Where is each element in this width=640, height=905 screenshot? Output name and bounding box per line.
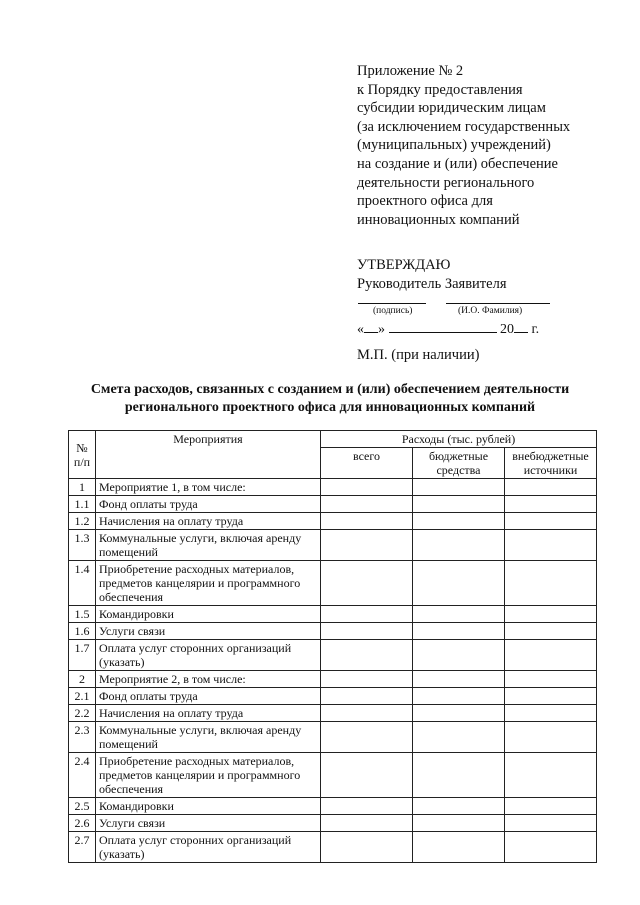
total-cell[interactable] bbox=[321, 688, 413, 705]
total-cell[interactable] bbox=[321, 606, 413, 623]
table-row bbox=[69, 705, 597, 722]
row-event-name: Командировки bbox=[96, 798, 321, 815]
header-event: Мероприятия bbox=[96, 431, 321, 479]
header-total: всего bbox=[321, 448, 413, 479]
table-row bbox=[69, 722, 597, 753]
row-number: 1.2 bbox=[69, 513, 96, 530]
total-cell[interactable] bbox=[321, 671, 413, 688]
budget-cell[interactable] bbox=[413, 606, 505, 623]
total-cell[interactable] bbox=[321, 640, 413, 671]
row-number: 2.3 bbox=[69, 722, 96, 753]
table-row bbox=[69, 623, 597, 640]
nonbudget-cell[interactable] bbox=[505, 513, 597, 530]
row-event-name: Услуги связи bbox=[96, 815, 321, 832]
approval-date bbox=[357, 320, 539, 338]
nonbudget-cell[interactable] bbox=[505, 753, 597, 798]
total-cell[interactable] bbox=[321, 513, 413, 530]
table-row bbox=[69, 561, 597, 606]
annex-line: Приложение № 2 bbox=[357, 63, 464, 79]
signature-line[interactable] bbox=[358, 303, 426, 304]
budget-cell[interactable] bbox=[413, 623, 505, 640]
nonbudget-cell[interactable] bbox=[505, 530, 597, 561]
nonbudget-cell[interactable] bbox=[505, 705, 597, 722]
row-number: 2.2 bbox=[69, 705, 96, 722]
header-num: № п/п bbox=[69, 431, 96, 479]
budget-cell[interactable] bbox=[413, 561, 505, 606]
row-number: 2.1 bbox=[69, 688, 96, 705]
nonbudget-cell[interactable] bbox=[505, 623, 597, 640]
total-cell[interactable] bbox=[321, 705, 413, 722]
name-label: (И.О. Фамилия) bbox=[458, 306, 523, 316]
table-row bbox=[69, 530, 597, 561]
nonbudget-cell[interactable] bbox=[505, 479, 597, 496]
nonbudget-cell[interactable] bbox=[505, 832, 597, 863]
budget-cell[interactable] bbox=[413, 513, 505, 530]
year-field[interactable] bbox=[514, 320, 528, 333]
row-number: 1 bbox=[69, 479, 96, 496]
stamp-note: М.П. (при наличии) bbox=[357, 347, 480, 363]
annex-line: на создание и (или) обеспечение bbox=[357, 155, 558, 172]
row-event-name: Приобретение расходных материалов, предметов канцелярии и программного обеспечения bbox=[96, 561, 321, 606]
approval-position: Руководитель Заявителя bbox=[357, 276, 507, 292]
budget-cell[interactable] bbox=[413, 479, 505, 496]
row-event-name: Услуги связи bbox=[96, 623, 321, 640]
budget-cell[interactable] bbox=[413, 640, 505, 671]
table-row bbox=[69, 671, 597, 688]
row-event-name: Начисления на оплату труда bbox=[96, 513, 321, 530]
total-cell[interactable] bbox=[321, 753, 413, 798]
row-event-name: Оплата услуг сторонних организаций (указать) bbox=[96, 832, 321, 863]
nonbudget-cell[interactable] bbox=[505, 496, 597, 513]
row-event-name: Командировки bbox=[96, 606, 321, 623]
date-quote-close: » bbox=[378, 322, 385, 337]
row-number: 1.7 bbox=[69, 640, 96, 671]
total-cell[interactable] bbox=[321, 530, 413, 561]
document-title-line: регионального проектного офиса для инновационных компаний bbox=[124, 400, 536, 415]
row-number: 2.4 bbox=[69, 753, 96, 798]
document-title bbox=[40, 381, 620, 417]
table-body bbox=[69, 479, 597, 863]
annex-line: (муниципальных) учреждений) bbox=[357, 137, 551, 154]
row-number: 1.4 bbox=[69, 561, 96, 606]
budget-cell[interactable] bbox=[413, 798, 505, 815]
budget-cell[interactable] bbox=[413, 815, 505, 832]
header-nonbudget: внебюджетные источники bbox=[505, 448, 597, 479]
row-event-name: Фонд оплаты труда bbox=[96, 496, 321, 513]
annex-header bbox=[357, 62, 627, 229]
budget-cell[interactable] bbox=[413, 688, 505, 705]
header-expenses: Расходы (тыс. рублей) bbox=[321, 431, 597, 448]
row-event-name: Приобретение расходных материалов, предметов канцелярии и программного обеспечения bbox=[96, 753, 321, 798]
budget-cell[interactable] bbox=[413, 722, 505, 753]
date-quote-open: « bbox=[357, 322, 364, 337]
table-row bbox=[69, 688, 597, 705]
day-field[interactable] bbox=[364, 320, 378, 333]
row-event-name: Коммунальные услуги, включая аренду помещений bbox=[96, 722, 321, 753]
nonbudget-cell[interactable] bbox=[505, 688, 597, 705]
row-number: 1.5 bbox=[69, 606, 96, 623]
nonbudget-cell[interactable] bbox=[505, 815, 597, 832]
year-suffix: г. bbox=[531, 322, 540, 337]
expense-table bbox=[68, 430, 597, 863]
total-cell[interactable] bbox=[321, 496, 413, 513]
approval-block bbox=[357, 256, 507, 294]
row-number: 2.5 bbox=[69, 798, 96, 815]
row-event-name: Коммунальные услуги, включая аренду помещений bbox=[96, 530, 321, 561]
annex-line: (за исключением государственных bbox=[357, 118, 571, 135]
table-row bbox=[69, 798, 597, 815]
row-event-name: Фонд оплаты труда bbox=[96, 688, 321, 705]
annex-line: проектного офиса для bbox=[357, 193, 493, 210]
annex-line: инновационных компаний bbox=[357, 211, 520, 228]
annex-line: деятельности регионального bbox=[357, 174, 535, 191]
row-event-name: Мероприятие 2, в том числе: bbox=[96, 671, 321, 688]
budget-cell[interactable] bbox=[413, 671, 505, 688]
row-number: 1.1 bbox=[69, 496, 96, 513]
table-row bbox=[69, 753, 597, 798]
table-row bbox=[69, 479, 597, 496]
nonbudget-cell[interactable] bbox=[505, 561, 597, 606]
signature-label: (подпись) bbox=[373, 306, 413, 316]
row-event-name: Мероприятие 1, в том числе: bbox=[96, 479, 321, 496]
total-cell[interactable] bbox=[321, 722, 413, 753]
row-number: 2.7 bbox=[69, 832, 96, 863]
budget-cell[interactable] bbox=[413, 753, 505, 798]
row-number: 1.6 bbox=[69, 623, 96, 640]
nonbudget-cell[interactable] bbox=[505, 722, 597, 753]
annex-line: субсидии юридическим лицам bbox=[357, 100, 546, 117]
row-number: 1.3 bbox=[69, 530, 96, 561]
annex-line: к Порядку предоставления bbox=[357, 81, 523, 98]
budget-cell[interactable] bbox=[413, 530, 505, 561]
table-row bbox=[69, 832, 597, 863]
nonbudget-cell[interactable] bbox=[505, 606, 597, 623]
total-cell[interactable] bbox=[321, 798, 413, 815]
document-title-line: Смета расходов, связанных с созданием и (или) обеспечением деятельности bbox=[90, 382, 570, 397]
header-budget: бюджетные средства bbox=[413, 448, 505, 479]
row-event-name: Оплата услуг сторонних организаций (указать) bbox=[96, 640, 321, 671]
month-field[interactable] bbox=[389, 320, 497, 333]
budget-cell[interactable] bbox=[413, 496, 505, 513]
total-cell[interactable] bbox=[321, 479, 413, 496]
row-number: 2 bbox=[69, 671, 96, 688]
table-row bbox=[69, 640, 597, 671]
budget-cell[interactable] bbox=[413, 832, 505, 863]
total-cell[interactable] bbox=[321, 561, 413, 606]
nonbudget-cell[interactable] bbox=[505, 671, 597, 688]
name-line[interactable] bbox=[446, 303, 550, 304]
table-row bbox=[69, 815, 597, 832]
table-row bbox=[69, 513, 597, 530]
total-cell[interactable] bbox=[321, 623, 413, 640]
nonbudget-cell[interactable] bbox=[505, 798, 597, 815]
total-cell[interactable] bbox=[321, 815, 413, 832]
table-row bbox=[69, 606, 597, 623]
approval-title: УТВЕРЖДАЮ bbox=[357, 257, 451, 273]
budget-cell[interactable] bbox=[413, 705, 505, 722]
year-prefix: 20 bbox=[500, 322, 514, 337]
table-row bbox=[69, 496, 597, 513]
row-event-name: Начисления на оплату труда bbox=[96, 705, 321, 722]
row-number: 2.6 bbox=[69, 815, 96, 832]
total-cell[interactable] bbox=[321, 832, 413, 863]
nonbudget-cell[interactable] bbox=[505, 640, 597, 671]
